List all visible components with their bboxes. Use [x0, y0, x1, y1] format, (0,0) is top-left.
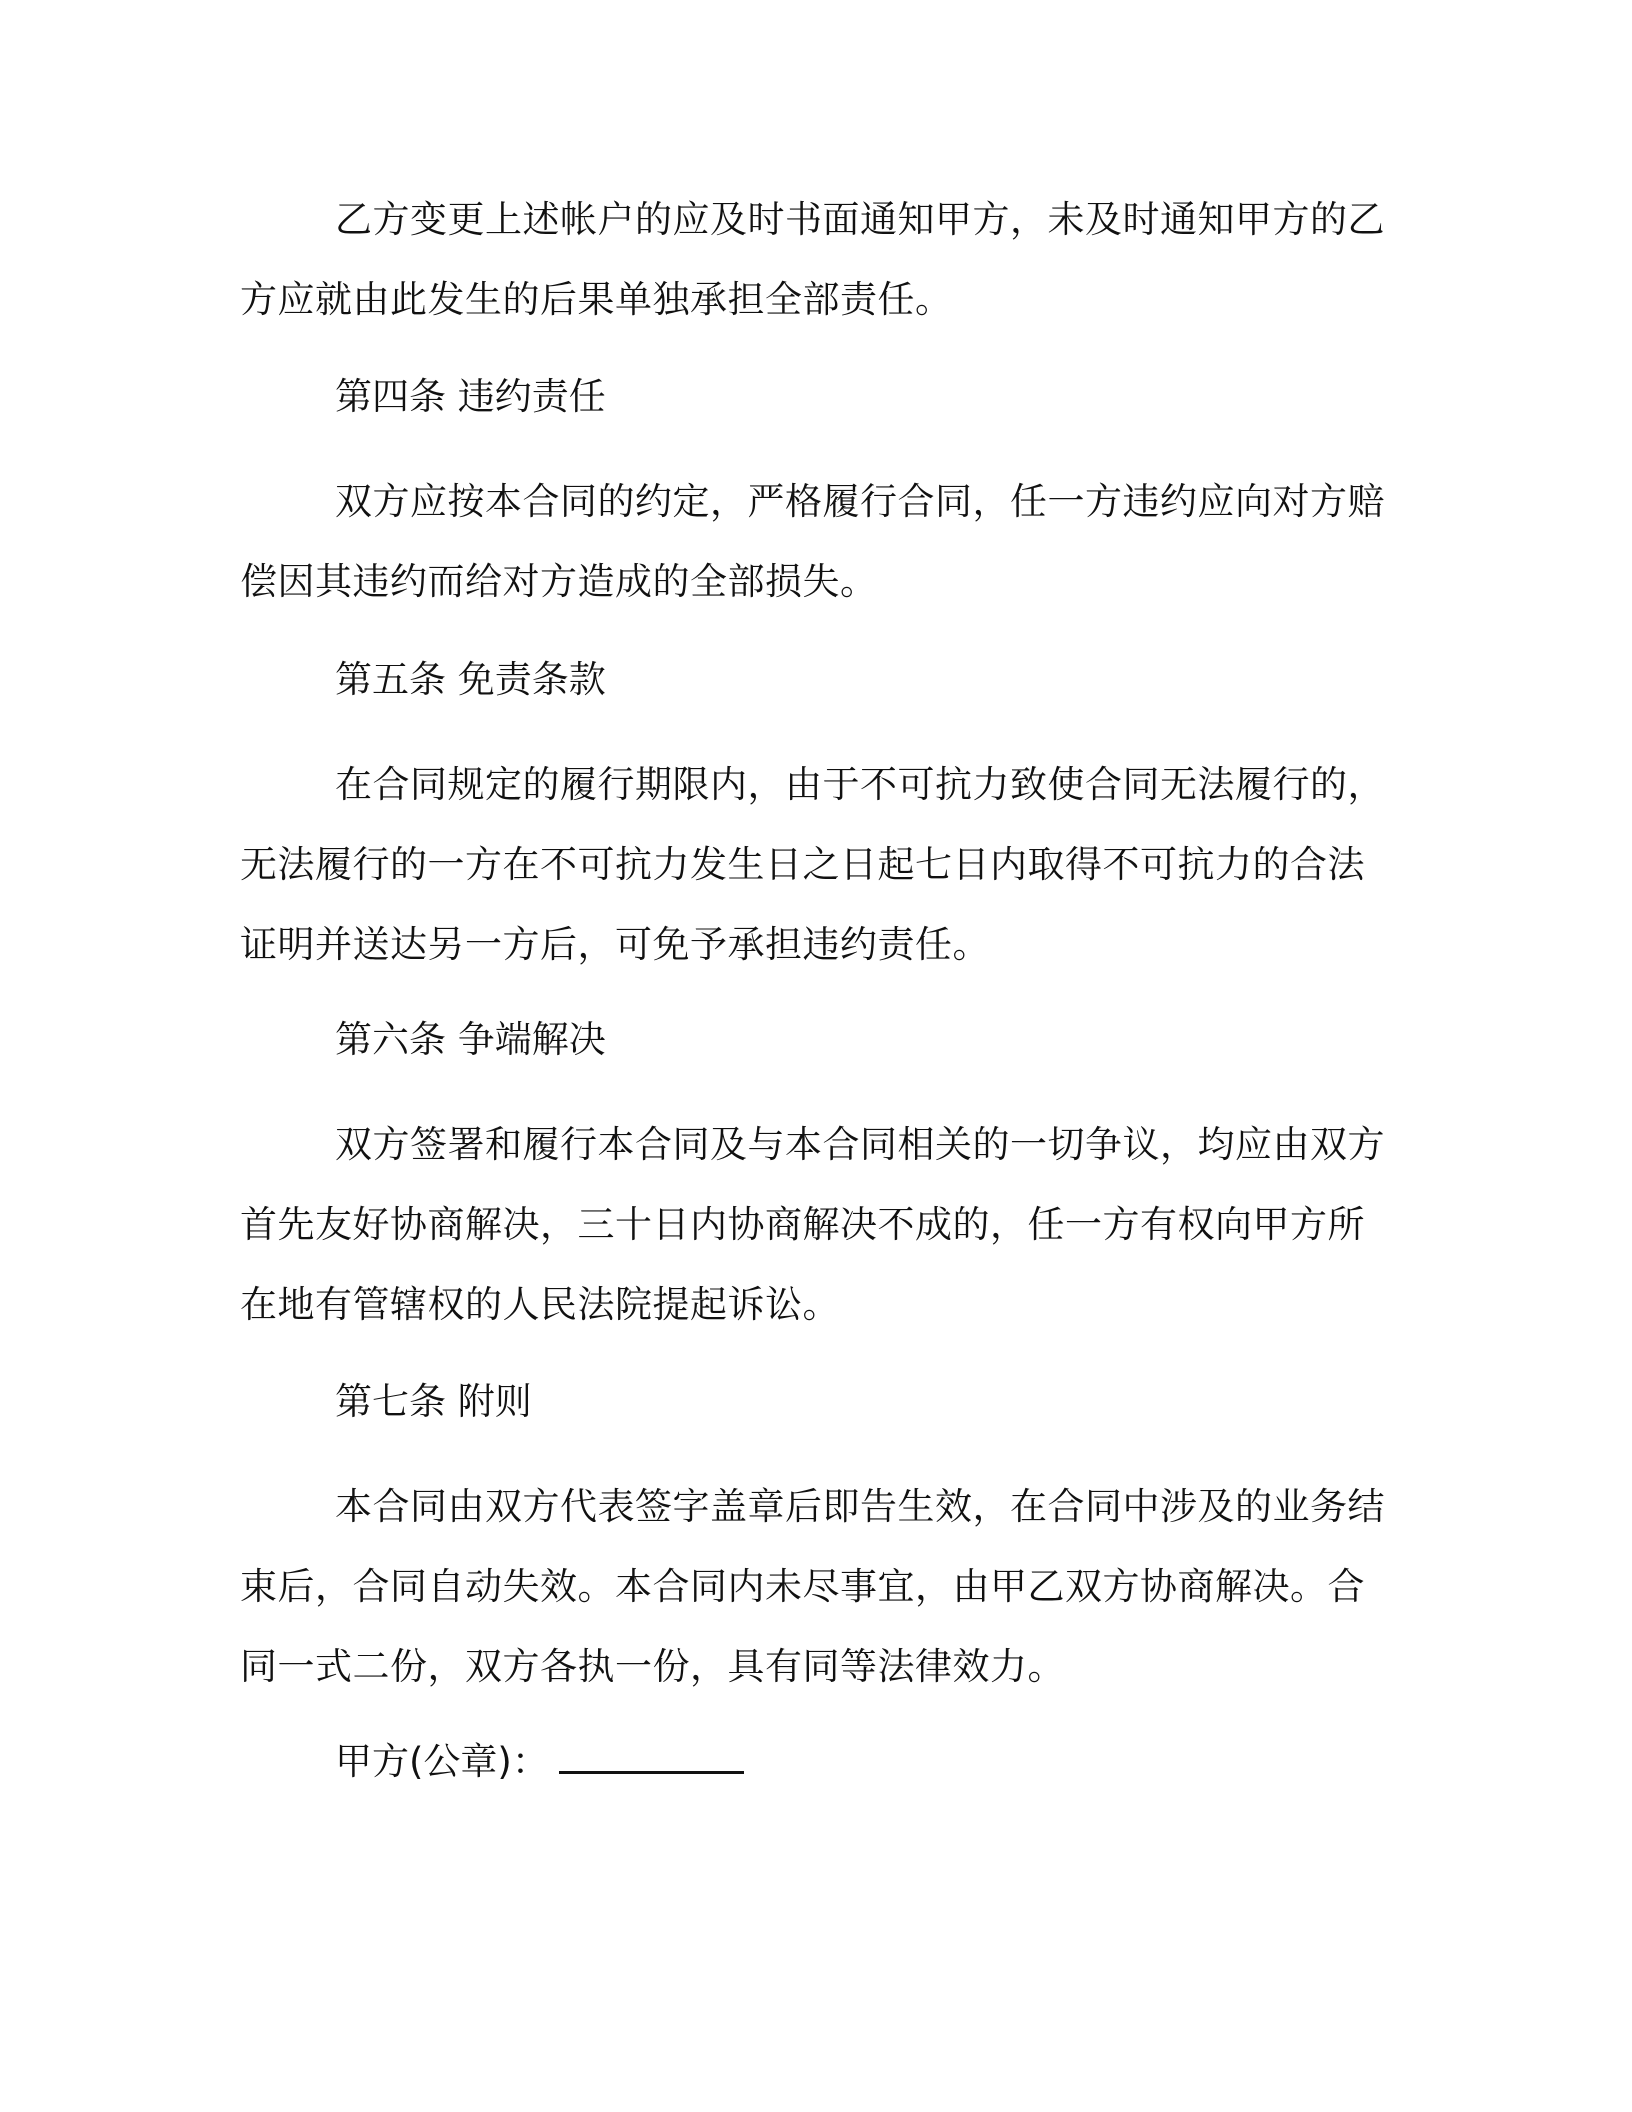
paragraph-supplementary-provisions: 本合同由双方代表签字盖章后即告生效，在合同中涉及的业务结束后，合同自动失效。本合同内未尽事宜，由甲乙双方协商解决。合同一式二份，双方各执一份，具有同等法律效力。 [240, 1485, 1385, 1688]
paragraph-force-majeure: 在合同规定的履行期限内，由于不可抗力致使合同无法履行的，无法履行的一方在不可抗力发生日之日起七日内取得不可抗力的合法证明并送达另一方后，可免予承担违约责任。 [240, 763, 1385, 966]
party-a-signature [335, 1722, 744, 1802]
paragraph-breach-liability: 双方应按本合同的约定，严格履行合同，任一方违约应向对方赔偿因其违约而给对方造成的全部损失。 [240, 480, 1385, 603]
paragraph-dispute-resolution: 双方签署和履行本合同及与本合同相关的一切争议，均应由双方首先友好协商解决，三十日内协商解决不成的，任一方有权向甲方所在地有管辖权的人民法院提起诉讼。 [240, 1123, 1385, 1326]
party-a-label: 甲方(公章)： [335, 1740, 549, 1783]
paragraph-account-change: 乙方变更上述帐户的应及时书面通知甲方，未及时通知甲方的乙方应就由此发生的后果单独承担全部责任。 [240, 198, 1385, 321]
article-5-heading: 第五条 免责条款 [335, 658, 606, 701]
article-4-heading: 第四条 违约责任 [335, 375, 606, 418]
article-7-heading: 第七条 附则 [335, 1380, 532, 1423]
party-a-seal-blank[interactable] [559, 1741, 744, 1774]
article-6-heading: 第六条 争端解决 [335, 1018, 606, 1061]
